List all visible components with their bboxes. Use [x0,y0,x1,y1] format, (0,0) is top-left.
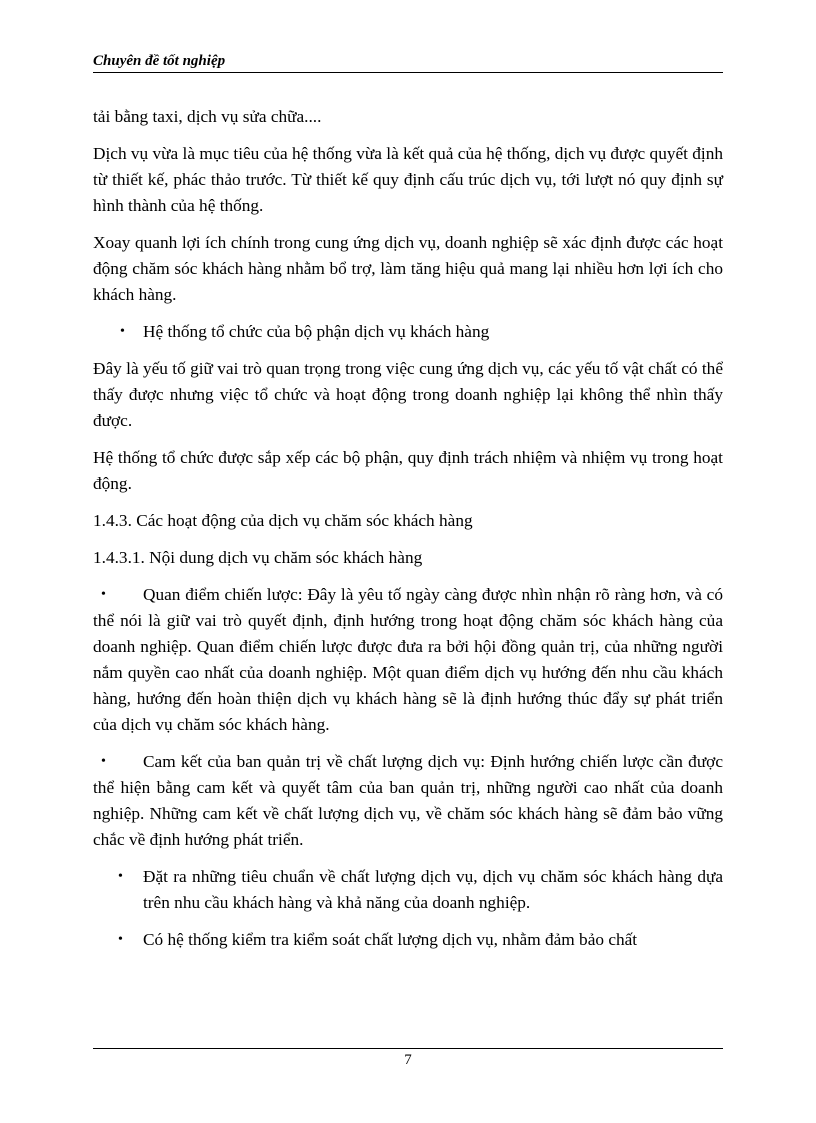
section-heading: 1.4.3. Các hoạt động của dịch vụ chăm sóc khách hàng [93,511,473,530]
bullet-icon: • [118,932,123,947]
bullet-item [93,319,723,345]
bullet-text: Đặt ra những tiêu chuẩn về chất lượng dịch vụ, dịch vụ chăm sóc khách hàng dựa trên nhu cầu khách hàng và khả năng của doanh nghiệp. [143,867,723,912]
document-body [93,104,723,964]
paragraph: tải bằng taxi, dịch vụ sửa chữa.... [93,107,322,126]
header-rule [93,72,723,73]
bullet-text: Quan điểm chiến lược: Đây là yêu tố ngày càng được nhìn nhận rõ ràng hơn, và có thể nói là giữ vai trò quyết định, định hướng trong hoạt động chăm sóc khách hàng của doanh nghiệp. Quan điểm chiến lược được đưa ra bởi hội đồng quản trị, của những người nắm quyền cao nhất của doanh nghiệp. Một quan điểm dịch vụ hướng đến nhu cầu khách hàng, hướng đến hoàn thiện dịch vụ khách hàng sẽ là định hướng thúc đẩy sự phát triển của dịch vụ chăm sóc khách hàng. [93,585,723,734]
bullet-item [93,864,723,916]
paragraph: Đây là yếu tố giữ vai trò quan trọng trong việc cung ứng dịch vụ, các yếu tố vật chất có thể thấy được nhưng việc tổ chức và hoạt động trong doanh nghiệp lại không thể nhìn thấy được. [93,359,723,430]
bullet-icon: • [101,587,106,602]
paragraph: Xoay quanh lợi ích chính trong cung ứng dịch vụ, doanh nghiệp sẽ xác định được các hoạt động chăm sóc khách hàng nhằm bổ trợ, làm tăng hiệu quả mang lại nhiều hơn lợi ích cho khách hàng. [93,233,723,304]
paragraph: Dịch vụ vừa là mục tiêu của hệ thống vừa là kết quả của hệ thống, dịch vụ được quyết định từ thiết kế, phác thảo trước. Từ thiết kế quy định cấu trúc dịch vụ, tới lượt nó quy định sự hình thành của hệ thống. [93,144,723,215]
footer-rule [93,1048,723,1049]
page-number: 7 [404,1052,412,1068]
paragraph: Hệ thống tổ chức được sắp xếp các bộ phận, quy định trách nhiệm và nhiệm vụ trong hoạt động. [93,448,723,493]
page-footer [93,1048,723,1069]
bullet-icon: • [118,869,123,884]
bullet-text: Hệ thống tổ chức của bộ phận dịch vụ khách hàng [143,322,490,341]
page-header [93,52,723,73]
bullet-item [93,582,723,738]
bullet-item [93,927,723,953]
header-title: Chuyên đề tốt nghiệp [93,53,226,69]
bullet-icon: • [101,754,106,769]
bullet-item [93,749,723,853]
bullet-text: Cam kết của ban quản trị về chất lượng dịch vụ: Định hướng chiến lược cần được thể hiện bằng cam kết và quyết tâm của ban quản trị, những người cao nhất của doanh nghiệp. Những cam kết về chất lượng dịch vụ, về chăm sóc khách hàng sẽ đảm bảo vững chắc về định hướng phát triển. [93,752,723,849]
bullet-text: Có hệ thống kiểm tra kiểm soát chất lượng dịch vụ, nhằm đảm bảo chất [143,930,638,949]
bullet-icon: • [120,324,125,339]
subsection-heading: 1.4.3.1. Nội dung dịch vụ chăm sóc khách hàng [93,548,423,567]
